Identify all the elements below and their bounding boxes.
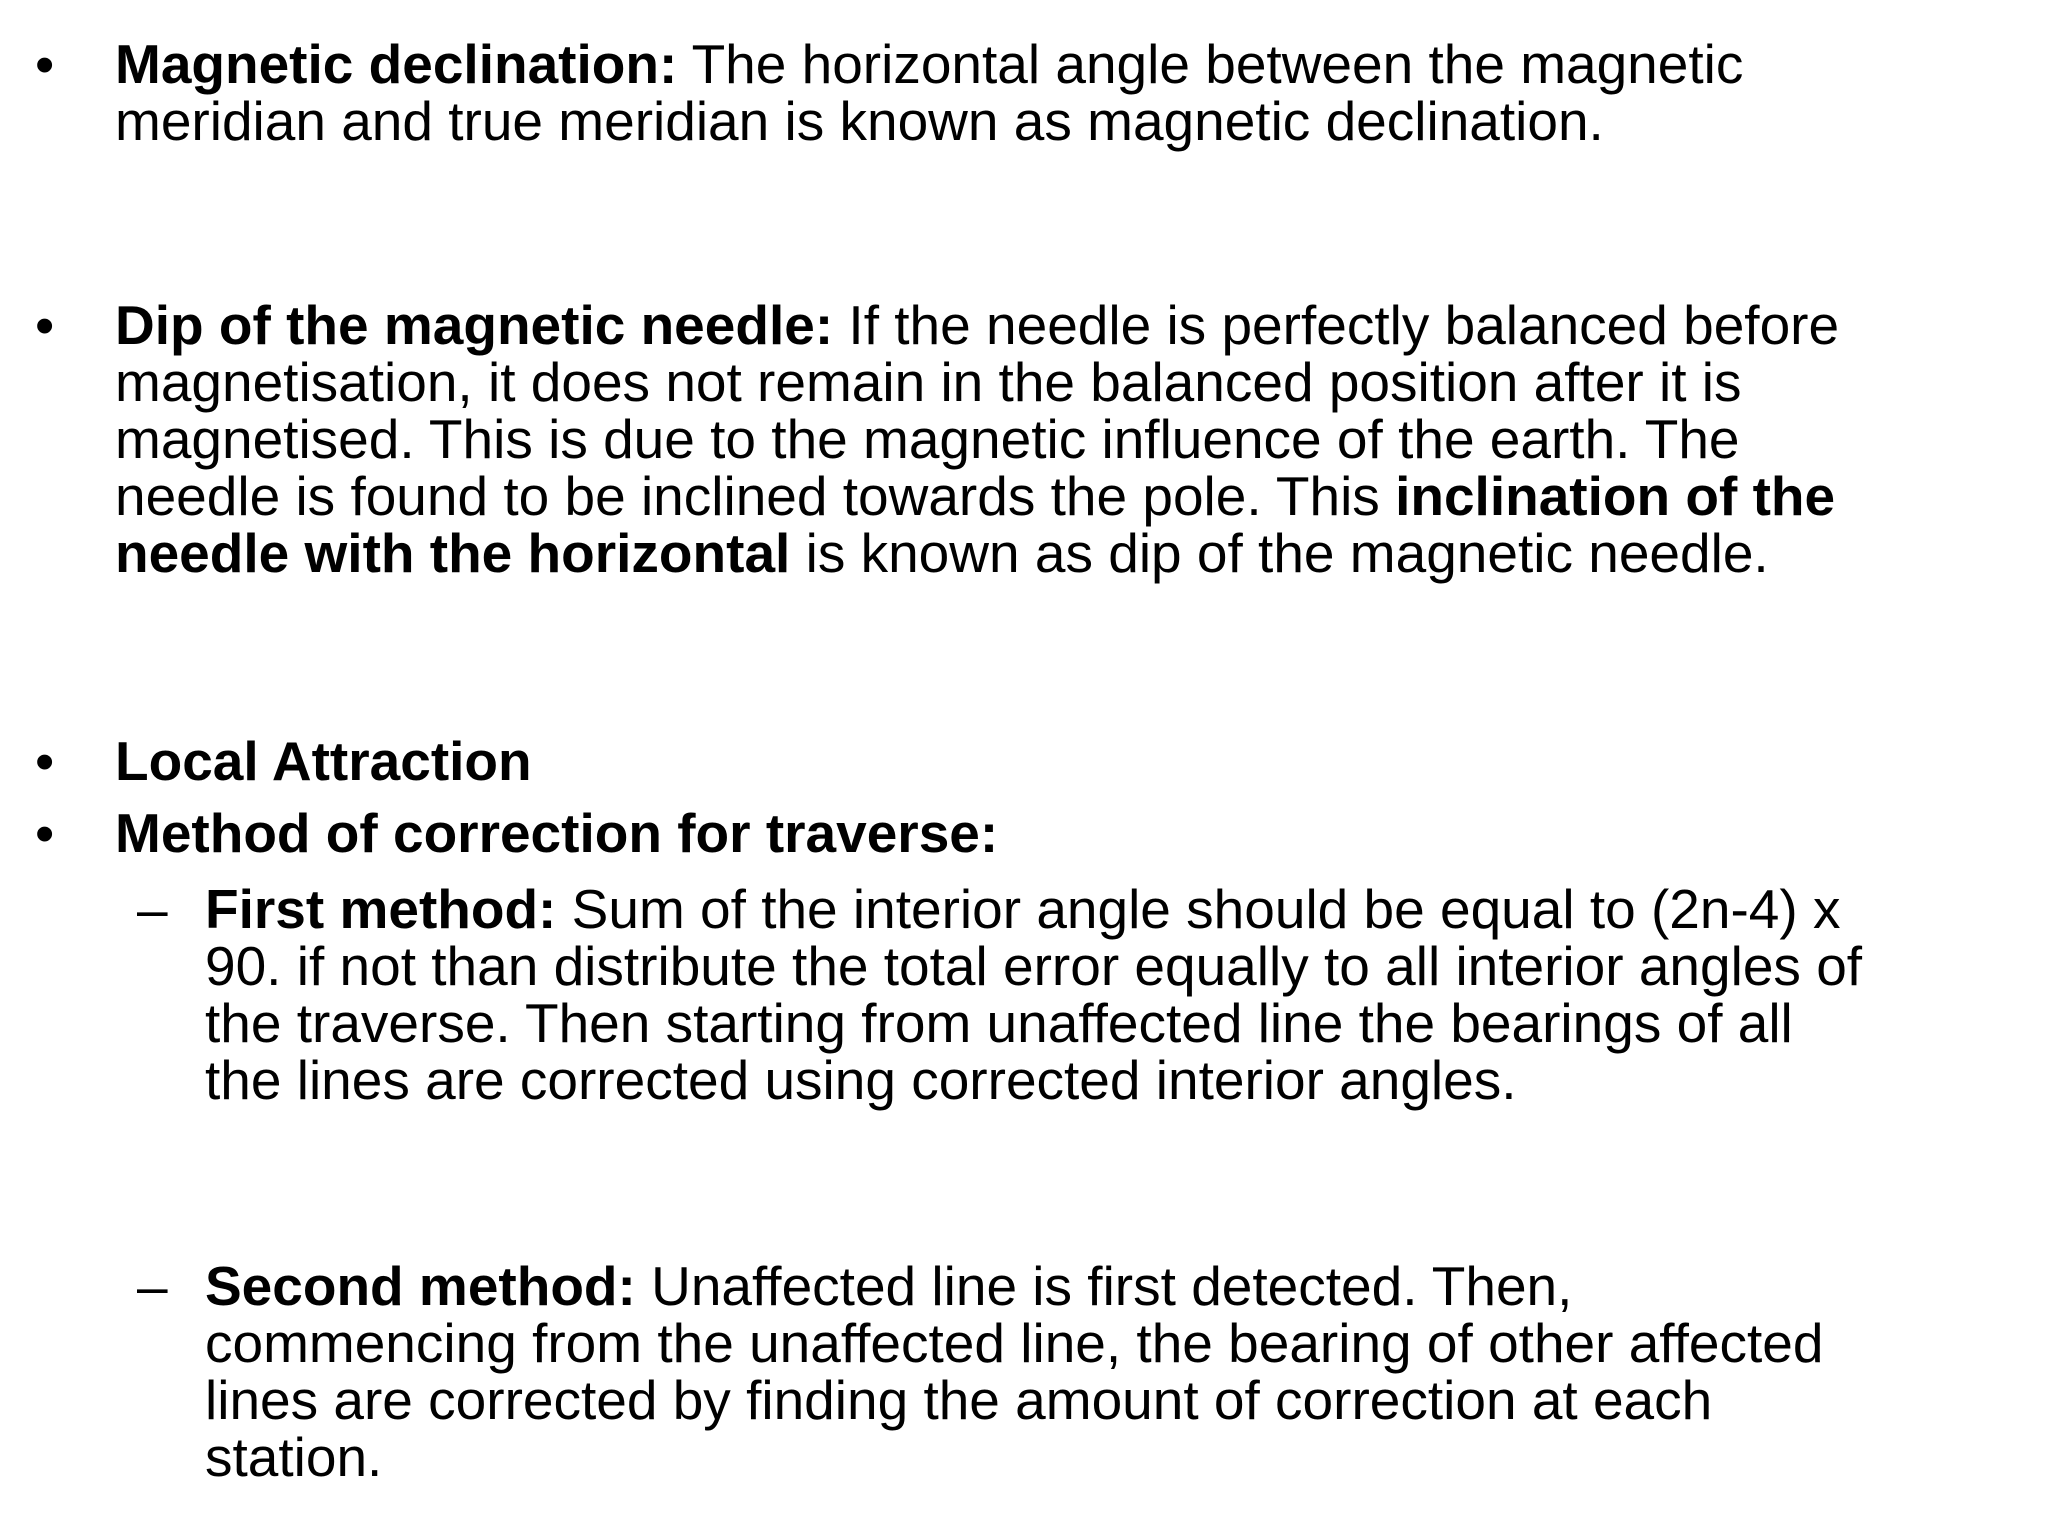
- bullet-local-attraction: [35, 730, 1875, 792]
- term-heading: Second method:: [205, 1255, 636, 1317]
- term-heading: Dip of the magnetic needle:: [115, 294, 834, 356]
- definition-text: Sum of the interior angle should be equal to (2n-4) x 90. if not than distribute the total error equally to all interior angles of the traverse. Then starting from unaffected line the bearings of all the lines are corrected using corrected interior angles.: [205, 878, 1863, 1111]
- bullet-method-of-correction: [35, 802, 1875, 864]
- term-heading: First method:: [205, 878, 557, 940]
- bullet-icon: •: [35, 33, 55, 95]
- emphasis-text: inclination of the needle with the horizontal: [115, 465, 1836, 584]
- sub-bullet-first-method: [137, 878, 1865, 1111]
- bullet-icon: •: [35, 294, 55, 356]
- term-heading: Method of correction for traverse:: [115, 802, 999, 864]
- definition-text: If the needle is perfectly balanced before magnetisation, it does not remain in the balanced position after it is magnetised. This is due to the magnetic influence of the earth. The needle is found to be inclined towards the pole. This: [115, 294, 1840, 527]
- definition-text-end: is known as dip of the magnetic needle.: [790, 522, 1769, 584]
- bullet-icon: •: [35, 802, 55, 864]
- bullet-icon: •: [35, 730, 55, 792]
- dash-icon: –: [137, 1255, 168, 1317]
- dash-icon: –: [137, 878, 168, 940]
- sub-bullet-second-method: [137, 1255, 1865, 1488]
- bullet-dip-of-needle: [35, 294, 1875, 584]
- term-heading: Local Attraction: [115, 730, 532, 792]
- bullet-magnetic-declination: [35, 33, 1815, 152]
- definition-text: Unaffected line is first detected. Then, commencing from the unaffected line, the bearing of other affected lines are corrected by finding the amount of correction at each station.: [205, 1255, 1824, 1488]
- definition-text: The horizontal angle between the magnetic meridian and true meridian is known as magnetic declination.: [115, 33, 1744, 152]
- term-heading: Magnetic declination:: [115, 33, 678, 95]
